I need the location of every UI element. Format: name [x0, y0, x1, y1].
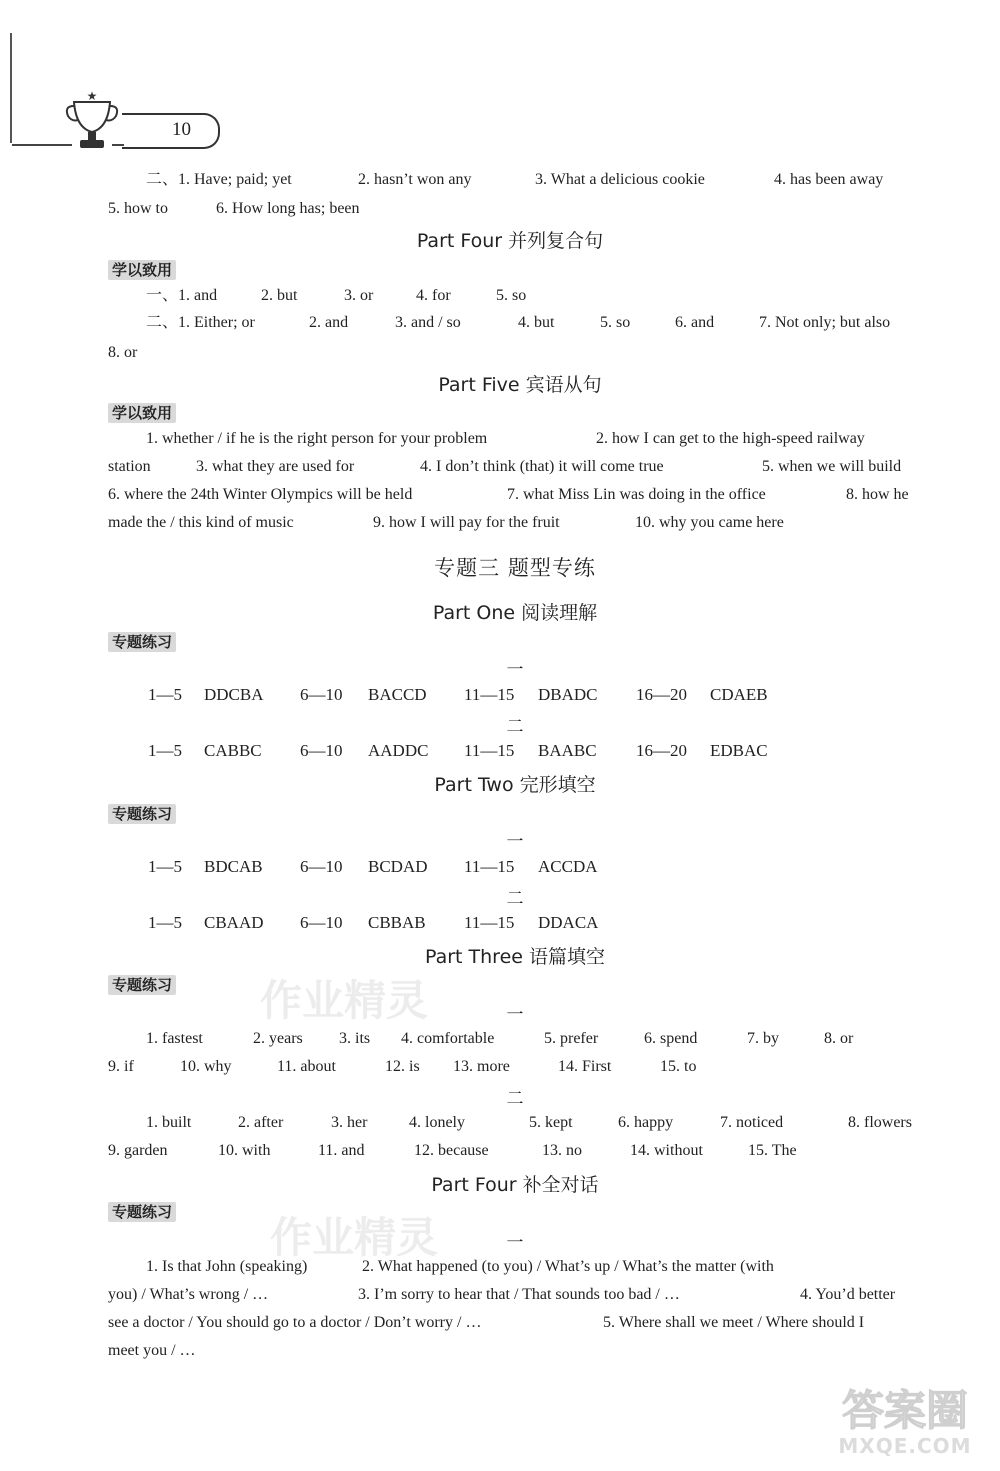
section-tag: 专题练习 [108, 975, 176, 995]
sub-heading: 二 [506, 1089, 524, 1109]
section-title: Part Two 完形填空 [434, 774, 596, 796]
answer-line: 1. Is that John (speaking) 2. What happened (to you) / What’s up / What’s the matter (with [146, 1258, 774, 1275]
sub-heading: 一 [506, 1233, 524, 1253]
sub-heading: 二 [506, 889, 524, 909]
answer-line: 9. garden 10. with 11. and 12. because 13. no 14. without 15. The [108, 1142, 797, 1159]
answer-line: meet you / … [108, 1342, 196, 1359]
faint-watermark: 作业精灵 [270, 1213, 439, 1262]
answer-line: 8. or [108, 344, 138, 361]
header-rule-right [112, 144, 124, 146]
answer-line: 1. built 2. after 3. her 4. lonely 5. kept 6. happy 7. noticed 8. flowers [146, 1114, 912, 1131]
watermark-url: MXQE.COM [838, 1434, 972, 1458]
section-tag: 学以致用 [108, 403, 176, 423]
section-title: Part Four 并列复合句 [416, 230, 604, 252]
faint-watermark: 作业精灵 [260, 976, 429, 1025]
section-tag: 专题练习 [108, 632, 176, 652]
answer-line: 6. where the 24th Winter Olympics will be held 7. what Miss Lin was doing in the office 8. how he [108, 486, 909, 503]
answer-line: you) / What’s wrong / … 3. I’m sorry to hear that / That sounds too bad / … 4. You’d better [108, 1286, 896, 1303]
section-tag: 学以致用 [108, 260, 176, 280]
section-tag: 专题练习 [108, 1202, 176, 1222]
header-left-rule [10, 33, 12, 143]
answer-line: 二、1. Either; or 2. and 3. and / so 4. but 5. so 6. and 7. Not only; but also [146, 314, 891, 331]
answer-line: made the / this kind of music 9. how I will pay for the fruit 10. why you came here [108, 514, 784, 531]
answer-line: 1. whether / if he is the right person for your problem 2. how I can get to the high-speed railway [146, 430, 865, 447]
answer-line: 5. how to 6. How long has; been [108, 200, 360, 217]
sub-heading: 一 [506, 660, 524, 680]
svg-text:★: ★ [86, 89, 98, 103]
sub-heading: 一 [506, 1005, 524, 1025]
answer-line: 1. fastest 2. years 3. its 4. comfortable 5. prefer 6. spend 7. by 8. or [146, 1030, 854, 1047]
section-tag: 专题练习 [108, 804, 176, 824]
answer-line: see a doctor / You should go to a doctor / Don’t worry / … 5. Where shall we meet / Where should I [108, 1314, 865, 1331]
watermark-logo-text: 答案圈 [841, 1386, 968, 1435]
header-rule-left [12, 144, 72, 146]
section-title: Part One 阅读理解 [432, 602, 598, 624]
trophy-icon [62, 88, 122, 152]
answer-line: 一、1. and 2. but 3. or 4. for 5. so [146, 287, 527, 304]
section-title: Part Three 语篇填空 [424, 946, 605, 968]
topic-title: 专题三 题型专练 [434, 556, 596, 580]
answer-line: 二、1. Have; paid; yet 2. hasn’t won any 3. What a delicious cookie 4. has been away [146, 171, 884, 188]
page-number: 10 [172, 119, 191, 140]
answer-line: station 3. what they are used for 4. I don’t think (that) it will come true 5. when we will build [108, 458, 902, 475]
answer-row: 1—5 CABBC 6—10 AADDC 11—15 BAABC 16—20 EDBAC [148, 741, 768, 760]
answer-line: 9. if 10. why 11. about 12. is 13. more 14. First 15. to [108, 1058, 697, 1075]
sub-heading: 二 [506, 717, 524, 737]
answer-row: 1—5 BDCAB 6—10 BCDAD 11—15 ACCDA [148, 857, 598, 876]
answer-row: 1—5 DDCBA 6—10 BACCD 11—15 DBADC 16—20 CDAEB [148, 685, 768, 704]
section-title: Part Four 补全对话 [431, 1174, 599, 1196]
sub-heading: 一 [506, 832, 524, 852]
header-page-box [122, 113, 220, 149]
site-watermark [820, 1388, 990, 1468]
answer-row: 1—5 CBAAD 6—10 CBBAB 11—15 DDACA [148, 913, 599, 932]
section-title: Part Five 宾语从句 [438, 374, 602, 396]
